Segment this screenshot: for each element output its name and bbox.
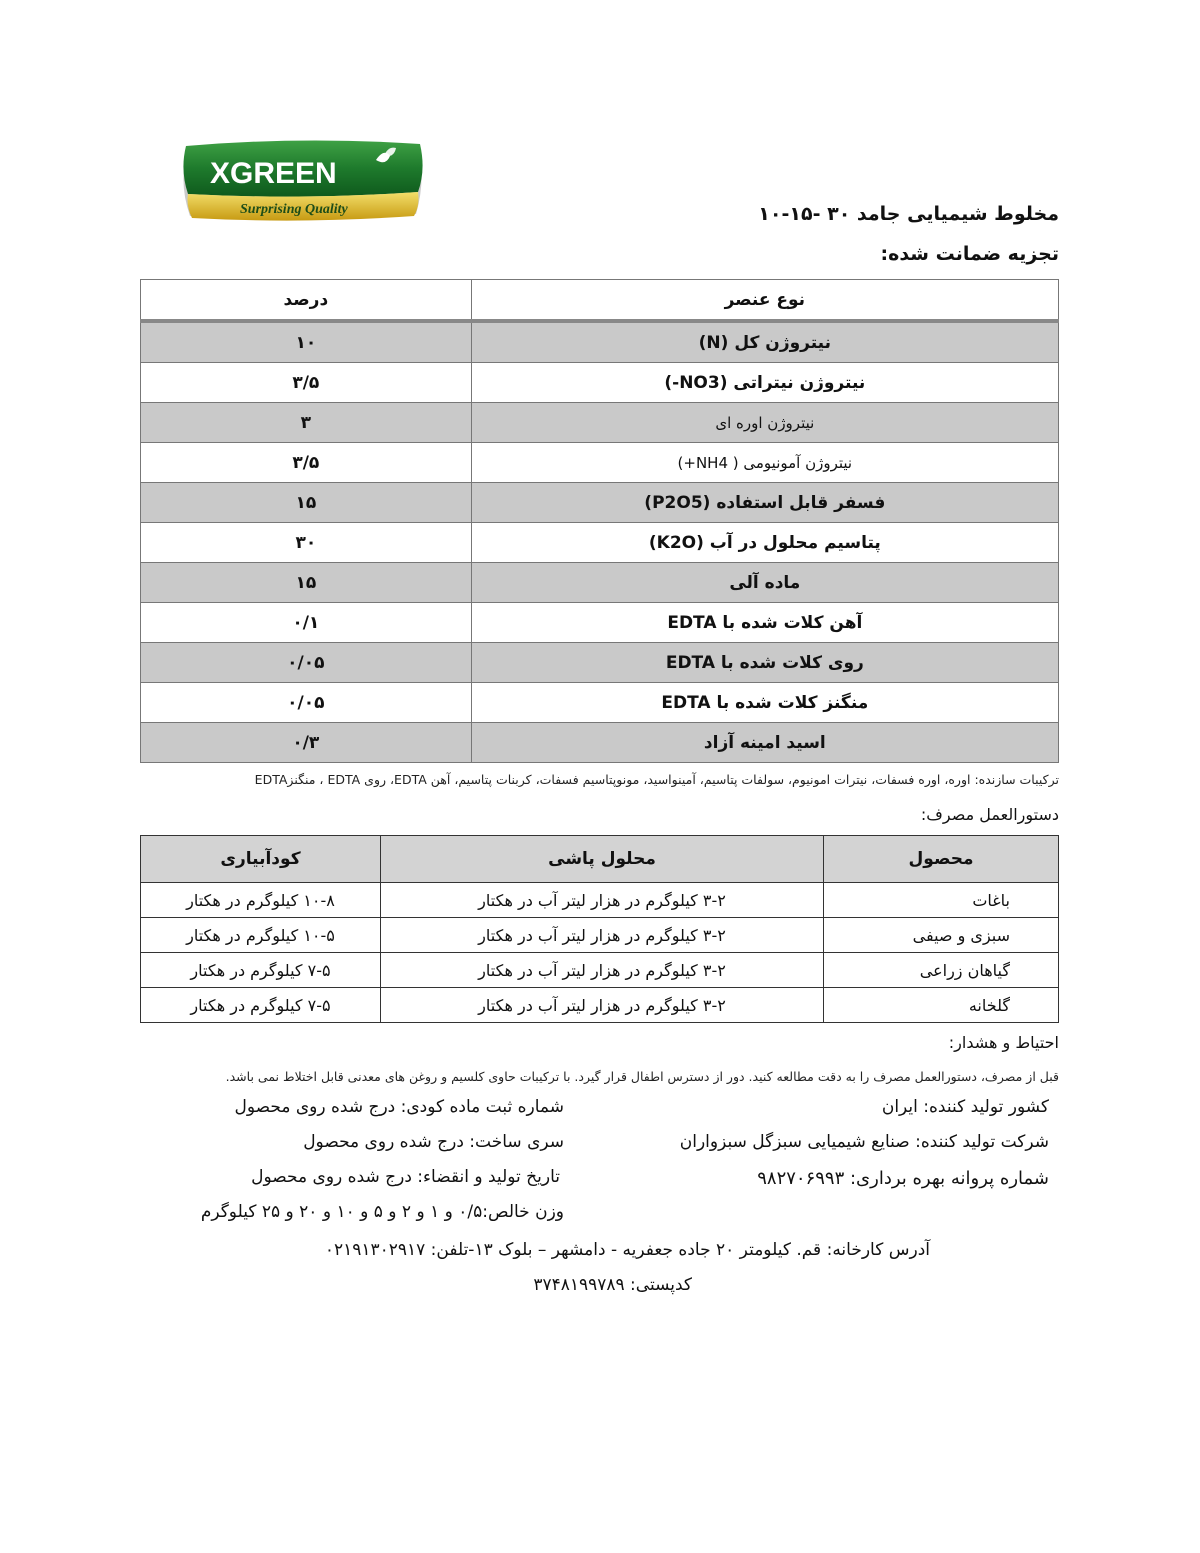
element-name: آهن کلات شده با EDTA bbox=[471, 603, 1058, 643]
table-row bbox=[141, 953, 1059, 988]
element-name: نیتروژن آمونیومی ( NH4+) bbox=[471, 443, 1058, 483]
table-row bbox=[141, 403, 1059, 443]
element-name: فسفر قابل استفاده (P2O5) bbox=[471, 483, 1058, 523]
producer-country: کشور تولید کننده: ایران bbox=[881, 1097, 1049, 1117]
analysis-heading: تجزیه ضمانت شده: bbox=[880, 243, 1059, 265]
logo-graphic bbox=[180, 140, 425, 224]
license-number: شماره پروانه بهره برداری: ۹۸۲۷۰۶۹۹۳ bbox=[757, 1168, 1049, 1189]
analysis-table bbox=[140, 279, 1059, 763]
table-row bbox=[141, 363, 1059, 403]
element-percent: ۱۰ bbox=[141, 321, 472, 363]
crop-name: سبزی و صیفی bbox=[824, 918, 1059, 953]
element-name: روی کلات شده با EDTA bbox=[471, 643, 1058, 683]
usage-heading: دستورالعمل مصرف: bbox=[920, 805, 1059, 824]
element-percent: ۳۰ bbox=[141, 523, 472, 563]
table-row bbox=[141, 523, 1059, 563]
spray-rate: ۳-۲ کیلوگرم در هزار لیتر آب در هکتار bbox=[381, 918, 824, 953]
warning-text: قبل از مصرف، دستورالعمل مصرف را به دقت مطالعه کنید. دور از دسترس اطفال قرار گیرد. با ترکیبات حاوی کلسیم و روغن های معدنی قابل اختلاط نمی باشد. bbox=[225, 1069, 1059, 1084]
fertigation-rate: ۷-۵ کیلوگرم در هکتار bbox=[141, 953, 381, 988]
analysis-table-header bbox=[141, 280, 1059, 322]
fertigation-rate: ۷-۵ کیلوگرم در هکتار bbox=[141, 988, 381, 1023]
element-percent: ۱۵ bbox=[141, 483, 472, 523]
fertigation-rate: ۱۰-۸ کیلوگرم در هکتار bbox=[141, 883, 381, 918]
registration-number: شماره ثبت ماده کودی: درج شده روی محصول bbox=[234, 1097, 564, 1117]
table-row bbox=[141, 563, 1059, 603]
element-name: نیتروژن نیتراتی (NO3-) bbox=[471, 363, 1058, 403]
postal-code: کدپستی: ۳۷۴۸۱۹۹۷۸۹ bbox=[533, 1275, 692, 1295]
table-row bbox=[141, 723, 1059, 763]
table-row bbox=[141, 643, 1059, 683]
table-row bbox=[141, 603, 1059, 643]
product-title: مخلوط شیمیایی جامد ۳۰ -۱۵-۱۰ bbox=[758, 203, 1059, 225]
brand-logo bbox=[180, 140, 425, 224]
element-name: نیتروژن کل (N) bbox=[471, 321, 1058, 363]
element-name: منگنز کلات شده با EDTA bbox=[471, 683, 1058, 723]
element-name: پتاسیم محلول در آب (K2O) bbox=[471, 523, 1058, 563]
column-header-spray: محلول پاشی bbox=[381, 836, 824, 883]
warning-heading: احتیاط و هشدار: bbox=[948, 1033, 1059, 1052]
table-row bbox=[141, 918, 1059, 953]
fertigation-rate: ۱۰-۵ کیلوگرم در هکتار bbox=[141, 918, 381, 953]
spray-rate: ۳-۲ کیلوگرم در هزار لیتر آب در هکتار bbox=[381, 953, 824, 988]
table-row bbox=[141, 988, 1059, 1023]
crop-name: باغات bbox=[824, 883, 1059, 918]
table-row bbox=[141, 883, 1059, 918]
net-weight: وزن خالص:۰/۵ و ۱ و ۲ و ۵ و ۱۰ و ۲۰ و ۲۵ کیلوگرم bbox=[200, 1202, 564, 1222]
spray-rate: ۳-۲ کیلوگرم در هزار لیتر آب در هکتار bbox=[381, 883, 824, 918]
element-name: نیتروژن اوره ای bbox=[471, 403, 1058, 443]
element-percent: ۰/۳ bbox=[141, 723, 472, 763]
element-percent: ۰/۱ bbox=[141, 603, 472, 643]
column-header-fertigation: کودآبیاری bbox=[141, 836, 381, 883]
element-percent: ۳/۵ bbox=[141, 363, 472, 403]
column-header-crop: محصول bbox=[824, 836, 1059, 883]
element-percent: ۱۵ bbox=[141, 563, 472, 603]
crop-name: گیاهان زراعی bbox=[824, 953, 1059, 988]
element-percent: ۰/۰۵ bbox=[141, 683, 472, 723]
column-header-element: نوع عنصر bbox=[471, 280, 1058, 322]
batch-series: سری ساخت: درج شده روی محصول bbox=[303, 1132, 564, 1152]
producer-company: شرکت تولید کننده: صنایع شیمیایی سبزگل سبزواران bbox=[679, 1132, 1049, 1152]
crop-name: گلخانه bbox=[824, 988, 1059, 1023]
table-row bbox=[141, 321, 1059, 363]
usage-table-header bbox=[141, 836, 1059, 883]
element-percent: ۰/۰۵ bbox=[141, 643, 472, 683]
spray-rate: ۳-۲ کیلوگرم در هزار لیتر آب در هکتار bbox=[381, 988, 824, 1023]
table-row bbox=[141, 483, 1059, 523]
element-percent: ۳/۵ bbox=[141, 443, 472, 483]
usage-table bbox=[140, 835, 1059, 1023]
production-expiry-date: تاریخ تولید و انقضاء: درج شده روی محصول bbox=[251, 1167, 560, 1187]
logo-brand-text: XGREEN bbox=[210, 157, 337, 190]
table-row bbox=[141, 683, 1059, 723]
logo-tagline-text: Surprising Quality bbox=[240, 202, 348, 217]
element-percent: ۳ bbox=[141, 403, 472, 443]
factory-address: آدرس کارخانه: قم. کیلومتر ۲۰ جاده جعفریه - دامشهر – بلوک ۱۳-تلفن: ۰۲۱۹۱۳۰۲۹۱۷ bbox=[324, 1240, 930, 1260]
element-name: ماده آلی bbox=[471, 563, 1058, 603]
table-row bbox=[141, 443, 1059, 483]
element-name: اسید امینه آزاد bbox=[471, 723, 1058, 763]
ingredients-text: ترکیبات سازنده: اوره، اوره فسفات، نیترات امونیوم، سولفات پتاسیم، آمینواسید، مونوپتاسیم فسفات، کربنات پتاسیم، آهن EDTA، روی EDTA ، منگنزEDTA bbox=[254, 772, 1059, 787]
column-header-percent: درصد bbox=[141, 280, 472, 322]
